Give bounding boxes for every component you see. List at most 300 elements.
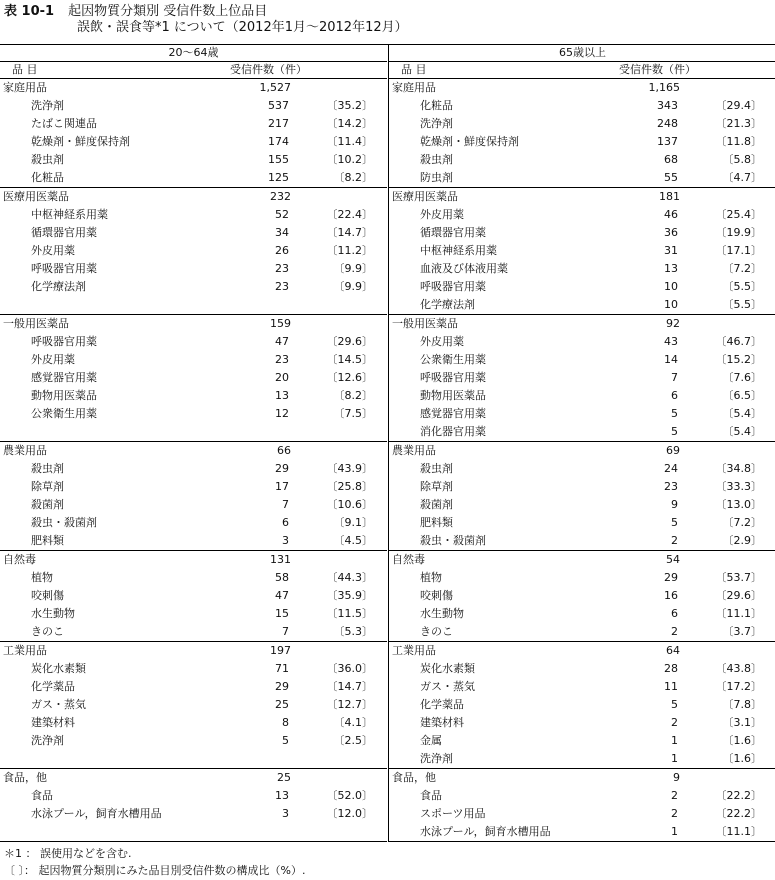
category-name: 農業用品 (392, 444, 436, 457)
category-group (0, 442, 387, 551)
item-count: 36 (664, 226, 678, 239)
item-name: 中枢神経系用薬 (31, 208, 108, 221)
category-count: 159 (270, 317, 291, 330)
item-name: スポーツ用品 (420, 807, 486, 820)
table-row (0, 405, 387, 423)
item-name: 血液及び体液用薬 (420, 262, 508, 275)
item-name: 外皮用薬 (420, 208, 464, 221)
table-row (0, 714, 387, 732)
table-row (389, 569, 775, 587)
item-count: 55 (664, 171, 678, 184)
item-percent: 〔14.2〕 (326, 117, 373, 130)
table-row (0, 569, 387, 587)
item-percent: 〔10.2〕 (326, 153, 373, 166)
table-row (0, 696, 387, 714)
table-row (389, 115, 775, 133)
item-count: 15 (275, 607, 289, 620)
item-name: 動物用医薬品 (420, 389, 486, 402)
table-row (0, 242, 387, 260)
item-name: 外皮用薬 (31, 244, 75, 257)
item-count: 174 (268, 135, 289, 148)
item-name: 感覚器官用薬 (31, 371, 97, 384)
item-name: 殺虫・殺菌剤 (31, 516, 97, 529)
category-group (389, 642, 775, 769)
item-name: 呼吸器官用薬 (31, 262, 97, 275)
item-count: 25 (275, 698, 289, 711)
item-percent: 〔4.1〕 (333, 716, 373, 729)
item-percent: 〔17.1〕 (715, 244, 762, 257)
item-percent: 〔25.8〕 (326, 480, 373, 493)
table-row (0, 206, 387, 224)
category-row (389, 188, 775, 206)
item-count: 29 (664, 571, 678, 584)
table-row (0, 151, 387, 169)
table-row (0, 787, 387, 805)
table-row (389, 260, 775, 278)
item-count: 16 (664, 589, 678, 602)
item-percent: 〔33.3〕 (715, 480, 762, 493)
category-count: 54 (666, 553, 680, 566)
item-percent: 〔21.3〕 (715, 117, 762, 130)
table-row (389, 333, 775, 351)
table-row (389, 133, 775, 151)
item-name: 洗浄剤 (420, 117, 453, 130)
item-percent: 〔36.0〕 (326, 662, 373, 675)
item-name: 防虫剤 (420, 171, 453, 184)
item-count: 10 (664, 298, 678, 311)
table-row (389, 823, 775, 841)
category-group (0, 769, 387, 842)
table-row (0, 133, 387, 151)
table-row (0, 296, 387, 314)
category-name: 工業用品 (392, 644, 436, 657)
item-name: 水生動物 (31, 607, 75, 620)
category-group (389, 79, 775, 188)
item-count: 58 (275, 571, 289, 584)
table-row (389, 97, 775, 115)
table-row (389, 206, 775, 224)
item-count: 1 (671, 734, 678, 747)
item-count: 20 (275, 371, 289, 384)
item-count: 46 (664, 208, 678, 221)
item-count: 13 (275, 789, 289, 802)
table-row (389, 514, 775, 532)
item-count: 155 (268, 153, 289, 166)
item-name: 殺虫剤 (420, 153, 453, 166)
item-name: 水生動物 (420, 607, 464, 620)
category-row (0, 642, 387, 660)
item-percent: 〔8.2〕 (333, 389, 373, 402)
item-count: 34 (275, 226, 289, 239)
item-percent: 〔29.4〕 (715, 99, 762, 112)
item-count: 8 (282, 716, 289, 729)
item-percent: 〔14.7〕 (326, 226, 373, 239)
item-count: 23 (275, 262, 289, 275)
category-count: 9 (673, 771, 680, 784)
item-count: 28 (664, 662, 678, 675)
table-row (0, 97, 387, 115)
category-row (0, 315, 387, 333)
category-name: 医療用医薬品 (3, 190, 69, 203)
category-name: 一般用医薬品 (392, 317, 458, 330)
table-row (389, 678, 775, 696)
item-name: 殺菌剤 (420, 498, 453, 511)
category-row (0, 79, 387, 97)
category-count: 92 (666, 317, 680, 330)
table-row (389, 750, 775, 768)
item-name: 呼吸器官用薬 (420, 371, 486, 384)
item-name: 建築材料 (31, 716, 75, 729)
right-column (388, 44, 775, 842)
item-count: 31 (664, 244, 678, 257)
item-name: 肥料類 (420, 516, 453, 529)
item-count: 2 (671, 789, 678, 802)
item-name: 化粧品 (420, 99, 453, 112)
category-row (389, 442, 775, 460)
category-group (389, 442, 775, 551)
table-row (0, 532, 387, 550)
item-percent: 〔29.6〕 (715, 589, 762, 602)
category-name: 家庭用品 (392, 81, 436, 94)
category-name: 工業用品 (3, 644, 47, 657)
table-row (0, 678, 387, 696)
left-age-header: 20～64歳 (0, 44, 387, 62)
table-row (389, 787, 775, 805)
item-percent: 〔22.2〕 (715, 789, 762, 802)
item-name: 外皮用薬 (420, 335, 464, 348)
item-name: 洗浄剤 (420, 752, 453, 765)
item-percent: 〔8.2〕 (333, 171, 373, 184)
category-name: 家庭用品 (3, 81, 47, 94)
item-name: 炭化水素類 (31, 662, 86, 675)
item-percent: 〔7.2〕 (722, 262, 762, 275)
item-percent: 〔34.8〕 (715, 462, 762, 475)
table-row (0, 496, 387, 514)
category-row (389, 551, 775, 569)
table-row (389, 623, 775, 641)
item-count: 537 (268, 99, 289, 112)
item-percent: 〔11.4〕 (326, 135, 373, 148)
item-percent: 〔29.6〕 (326, 335, 373, 348)
item-count: 7 (671, 371, 678, 384)
table-row (389, 732, 775, 750)
table-row (0, 423, 387, 441)
item-count: 6 (671, 389, 678, 402)
item-percent: 〔43.9〕 (326, 462, 373, 475)
item-count: 217 (268, 117, 289, 130)
item-count: 68 (664, 153, 678, 166)
table-row (0, 369, 387, 387)
item-percent: 〔13.0〕 (715, 498, 762, 511)
count-header: 受信件数（件） (619, 63, 696, 76)
item-name: 乾燥剤・鮮度保持剤 (420, 135, 519, 148)
category-group (389, 551, 775, 642)
item-percent: 〔4.7〕 (722, 171, 762, 184)
item-count: 1 (671, 752, 678, 765)
category-group (0, 315, 387, 442)
item-count: 23 (275, 353, 289, 366)
item-percent: 〔35.9〕 (326, 589, 373, 602)
item-count: 2 (671, 534, 678, 547)
item-name: きのこ (31, 625, 64, 638)
table-row (0, 351, 387, 369)
item-name: 消化器官用薬 (420, 425, 486, 438)
item-name: ガス・蒸気 (31, 698, 86, 711)
category-group (0, 551, 387, 642)
item-count: 52 (275, 208, 289, 221)
category-count: 25 (277, 771, 291, 784)
table-row (389, 151, 775, 169)
item-count: 13 (664, 262, 678, 275)
item-percent: 〔7.8〕 (722, 698, 762, 711)
item-percent: 〔2.9〕 (722, 534, 762, 547)
table-row (389, 460, 775, 478)
category-row (0, 769, 387, 787)
right-age-header: 65歳以上 (389, 44, 775, 62)
item-name: 呼吸器官用薬 (31, 335, 97, 348)
item-name: 感覚器官用薬 (420, 407, 486, 420)
category-count: 181 (659, 190, 680, 203)
item-percent: 〔4.5〕 (333, 534, 373, 547)
item-name: 化学薬品 (420, 698, 464, 711)
item-name: 食品 (31, 789, 53, 802)
item-name: 循環器官用薬 (31, 226, 97, 239)
right-column-header (389, 62, 775, 79)
item-name: 肥料類 (31, 534, 64, 547)
item-name: きのこ (420, 625, 453, 638)
item-count: 24 (664, 462, 678, 475)
item-name: 循環器官用薬 (420, 226, 486, 239)
item-count: 343 (657, 99, 678, 112)
item-name: 咬刺傷 (31, 589, 64, 602)
category-group (0, 642, 387, 769)
item-percent: 〔14.7〕 (326, 680, 373, 693)
item-percent: 〔9.1〕 (333, 516, 373, 529)
table-row (389, 496, 775, 514)
item-percent: 〔25.4〕 (715, 208, 762, 221)
table-row (0, 750, 387, 768)
item-count: 23 (664, 480, 678, 493)
item-name: 動物用医薬品 (31, 389, 97, 402)
item-count: 2 (671, 807, 678, 820)
item-percent: 〔11.1〕 (715, 825, 762, 838)
item-count: 248 (657, 117, 678, 130)
table-row (389, 405, 775, 423)
item-percent: 〔22.2〕 (715, 807, 762, 820)
item-percent: 〔1.6〕 (722, 752, 762, 765)
category-row (389, 79, 775, 97)
title-main: 起因物質分類別 受信件数上位品目 (68, 4, 268, 19)
table-row (0, 278, 387, 296)
category-name: 一般用医薬品 (3, 317, 69, 330)
item-count: 7 (282, 498, 289, 511)
category-row (389, 642, 775, 660)
table-row (389, 587, 775, 605)
table-row (0, 805, 387, 823)
item-name: 外皮用薬 (31, 353, 75, 366)
item-count: 17 (275, 480, 289, 493)
item-percent: 〔12.7〕 (326, 698, 373, 711)
item-name: 炭化水素類 (420, 662, 475, 675)
footnote: ＊1 ： 誤使用などを含む. (4, 847, 132, 860)
item-percent: 〔5.3〕 (333, 625, 373, 638)
item-percent: 〔5.5〕 (722, 280, 762, 293)
table-row (389, 605, 775, 623)
item-name: 乾燥剤・鮮度保持剤 (31, 135, 130, 148)
item-name: たばこ関連品 (31, 117, 97, 130)
table-row (0, 387, 387, 405)
category-row (0, 442, 387, 460)
item-count: 3 (282, 534, 289, 547)
table-row (0, 478, 387, 496)
item-count: 6 (282, 516, 289, 529)
category-name: 食品，他 (392, 771, 436, 784)
category-name: 医療用医薬品 (392, 190, 458, 203)
item-percent: 〔35.2〕 (326, 99, 373, 112)
item-name: 建築材料 (420, 716, 464, 729)
footnote: 〔 〕： 起因物質分類別にみた品目別受信件数の構成比（%）. (4, 864, 306, 877)
item-count: 5 (282, 734, 289, 747)
table-row (0, 732, 387, 750)
item-percent: 〔14.5〕 (326, 353, 373, 366)
category-row (389, 315, 775, 333)
name-header: 品 目 (401, 63, 427, 76)
item-count: 9 (671, 498, 678, 511)
table-number: 表 10-1 (4, 4, 55, 19)
item-count: 10 (664, 280, 678, 293)
footnotes (4, 845, 305, 879)
table-row (389, 224, 775, 242)
table-row (389, 714, 775, 732)
item-percent: 〔22.4〕 (326, 208, 373, 221)
item-count: 7 (282, 625, 289, 638)
item-count: 29 (275, 462, 289, 475)
item-percent: 〔9.9〕 (333, 280, 373, 293)
table-row (389, 696, 775, 714)
item-count: 1 (671, 825, 678, 838)
table-row (0, 623, 387, 641)
table-row (0, 224, 387, 242)
table-row (389, 387, 775, 405)
category-count: 131 (270, 553, 291, 566)
item-name: 水泳プール，飼育水槽用品 (420, 825, 551, 838)
item-name: 化学療法剤 (420, 298, 475, 311)
table-row (389, 369, 775, 387)
item-count: 5 (671, 698, 678, 711)
item-percent: 〔53.7〕 (715, 571, 762, 584)
item-count: 23 (275, 280, 289, 293)
category-name: 農業用品 (3, 444, 47, 457)
item-percent: 〔12.6〕 (326, 371, 373, 384)
item-percent: 〔19.9〕 (715, 226, 762, 239)
item-percent: 〔46.7〕 (715, 335, 762, 348)
item-name: 公衆衛生用薬 (31, 407, 97, 420)
item-count: 125 (268, 171, 289, 184)
category-row (0, 188, 387, 206)
table-row (389, 423, 775, 441)
category-row (389, 769, 775, 787)
item-percent: 〔7.5〕 (333, 407, 373, 420)
category-count: 69 (666, 444, 680, 457)
item-name: 洗浄剤 (31, 734, 64, 747)
category-count: 1,165 (648, 81, 680, 94)
table-row (389, 805, 775, 823)
table-row (0, 823, 387, 841)
item-percent: 〔10.6〕 (326, 498, 373, 511)
category-row (0, 551, 387, 569)
item-count: 5 (671, 516, 678, 529)
item-count: 11 (664, 680, 678, 693)
item-percent: 〔17.2〕 (715, 680, 762, 693)
item-name: 植物 (31, 571, 53, 584)
category-group (389, 315, 775, 442)
item-name: 殺虫・殺菌剤 (420, 534, 486, 547)
item-name: 植物 (420, 571, 442, 584)
item-name: 殺菌剤 (31, 498, 64, 511)
item-name: 公衆衛生用薬 (420, 353, 486, 366)
table-row (0, 587, 387, 605)
item-name: 化学療法剤 (31, 280, 86, 293)
item-percent: 〔3.7〕 (722, 625, 762, 638)
item-percent: 〔5.4〕 (722, 407, 762, 420)
count-header: 受信件数（件） (230, 63, 307, 76)
category-name: 自然毒 (392, 553, 425, 566)
category-name: 自然毒 (3, 553, 36, 566)
item-percent: 〔43.8〕 (715, 662, 762, 675)
item-percent: 〔7.6〕 (722, 371, 762, 384)
table-row (0, 260, 387, 278)
item-name: 中枢神経系用薬 (420, 244, 497, 257)
item-name: 化学薬品 (31, 680, 75, 693)
item-percent: 〔7.2〕 (722, 516, 762, 529)
item-count: 29 (275, 680, 289, 693)
item-name: 洗浄剤 (31, 99, 64, 112)
table-row (389, 242, 775, 260)
table-row (0, 333, 387, 351)
item-percent: 〔3.1〕 (722, 716, 762, 729)
category-group (0, 79, 387, 188)
table-row (0, 605, 387, 623)
category-count: 197 (270, 644, 291, 657)
item-name: ガス・蒸気 (420, 680, 475, 693)
item-percent: 〔1.6〕 (722, 734, 762, 747)
item-count: 6 (671, 607, 678, 620)
item-count: 71 (275, 662, 289, 675)
table-row (0, 169, 387, 187)
item-count: 5 (671, 425, 678, 438)
left-column (0, 44, 387, 842)
item-name: 殺虫剤 (31, 462, 64, 475)
item-percent: 〔11.1〕 (715, 607, 762, 620)
item-percent: 〔6.5〕 (722, 389, 762, 402)
item-percent: 〔9.9〕 (333, 262, 373, 275)
category-count: 66 (277, 444, 291, 457)
table-row (389, 660, 775, 678)
table-row (389, 296, 775, 314)
item-count: 12 (275, 407, 289, 420)
category-count: 1,527 (259, 81, 291, 94)
item-name: 殺虫剤 (31, 153, 64, 166)
item-name: 金属 (420, 734, 442, 747)
item-percent: 〔2.5〕 (333, 734, 373, 747)
item-percent: 〔5.5〕 (722, 298, 762, 311)
item-name: 除草剤 (420, 480, 453, 493)
left-column-header (0, 62, 387, 79)
category-count: 64 (666, 644, 680, 657)
item-name: 食品 (420, 789, 442, 802)
category-name: 食品，他 (3, 771, 47, 784)
item-count: 14 (664, 353, 678, 366)
